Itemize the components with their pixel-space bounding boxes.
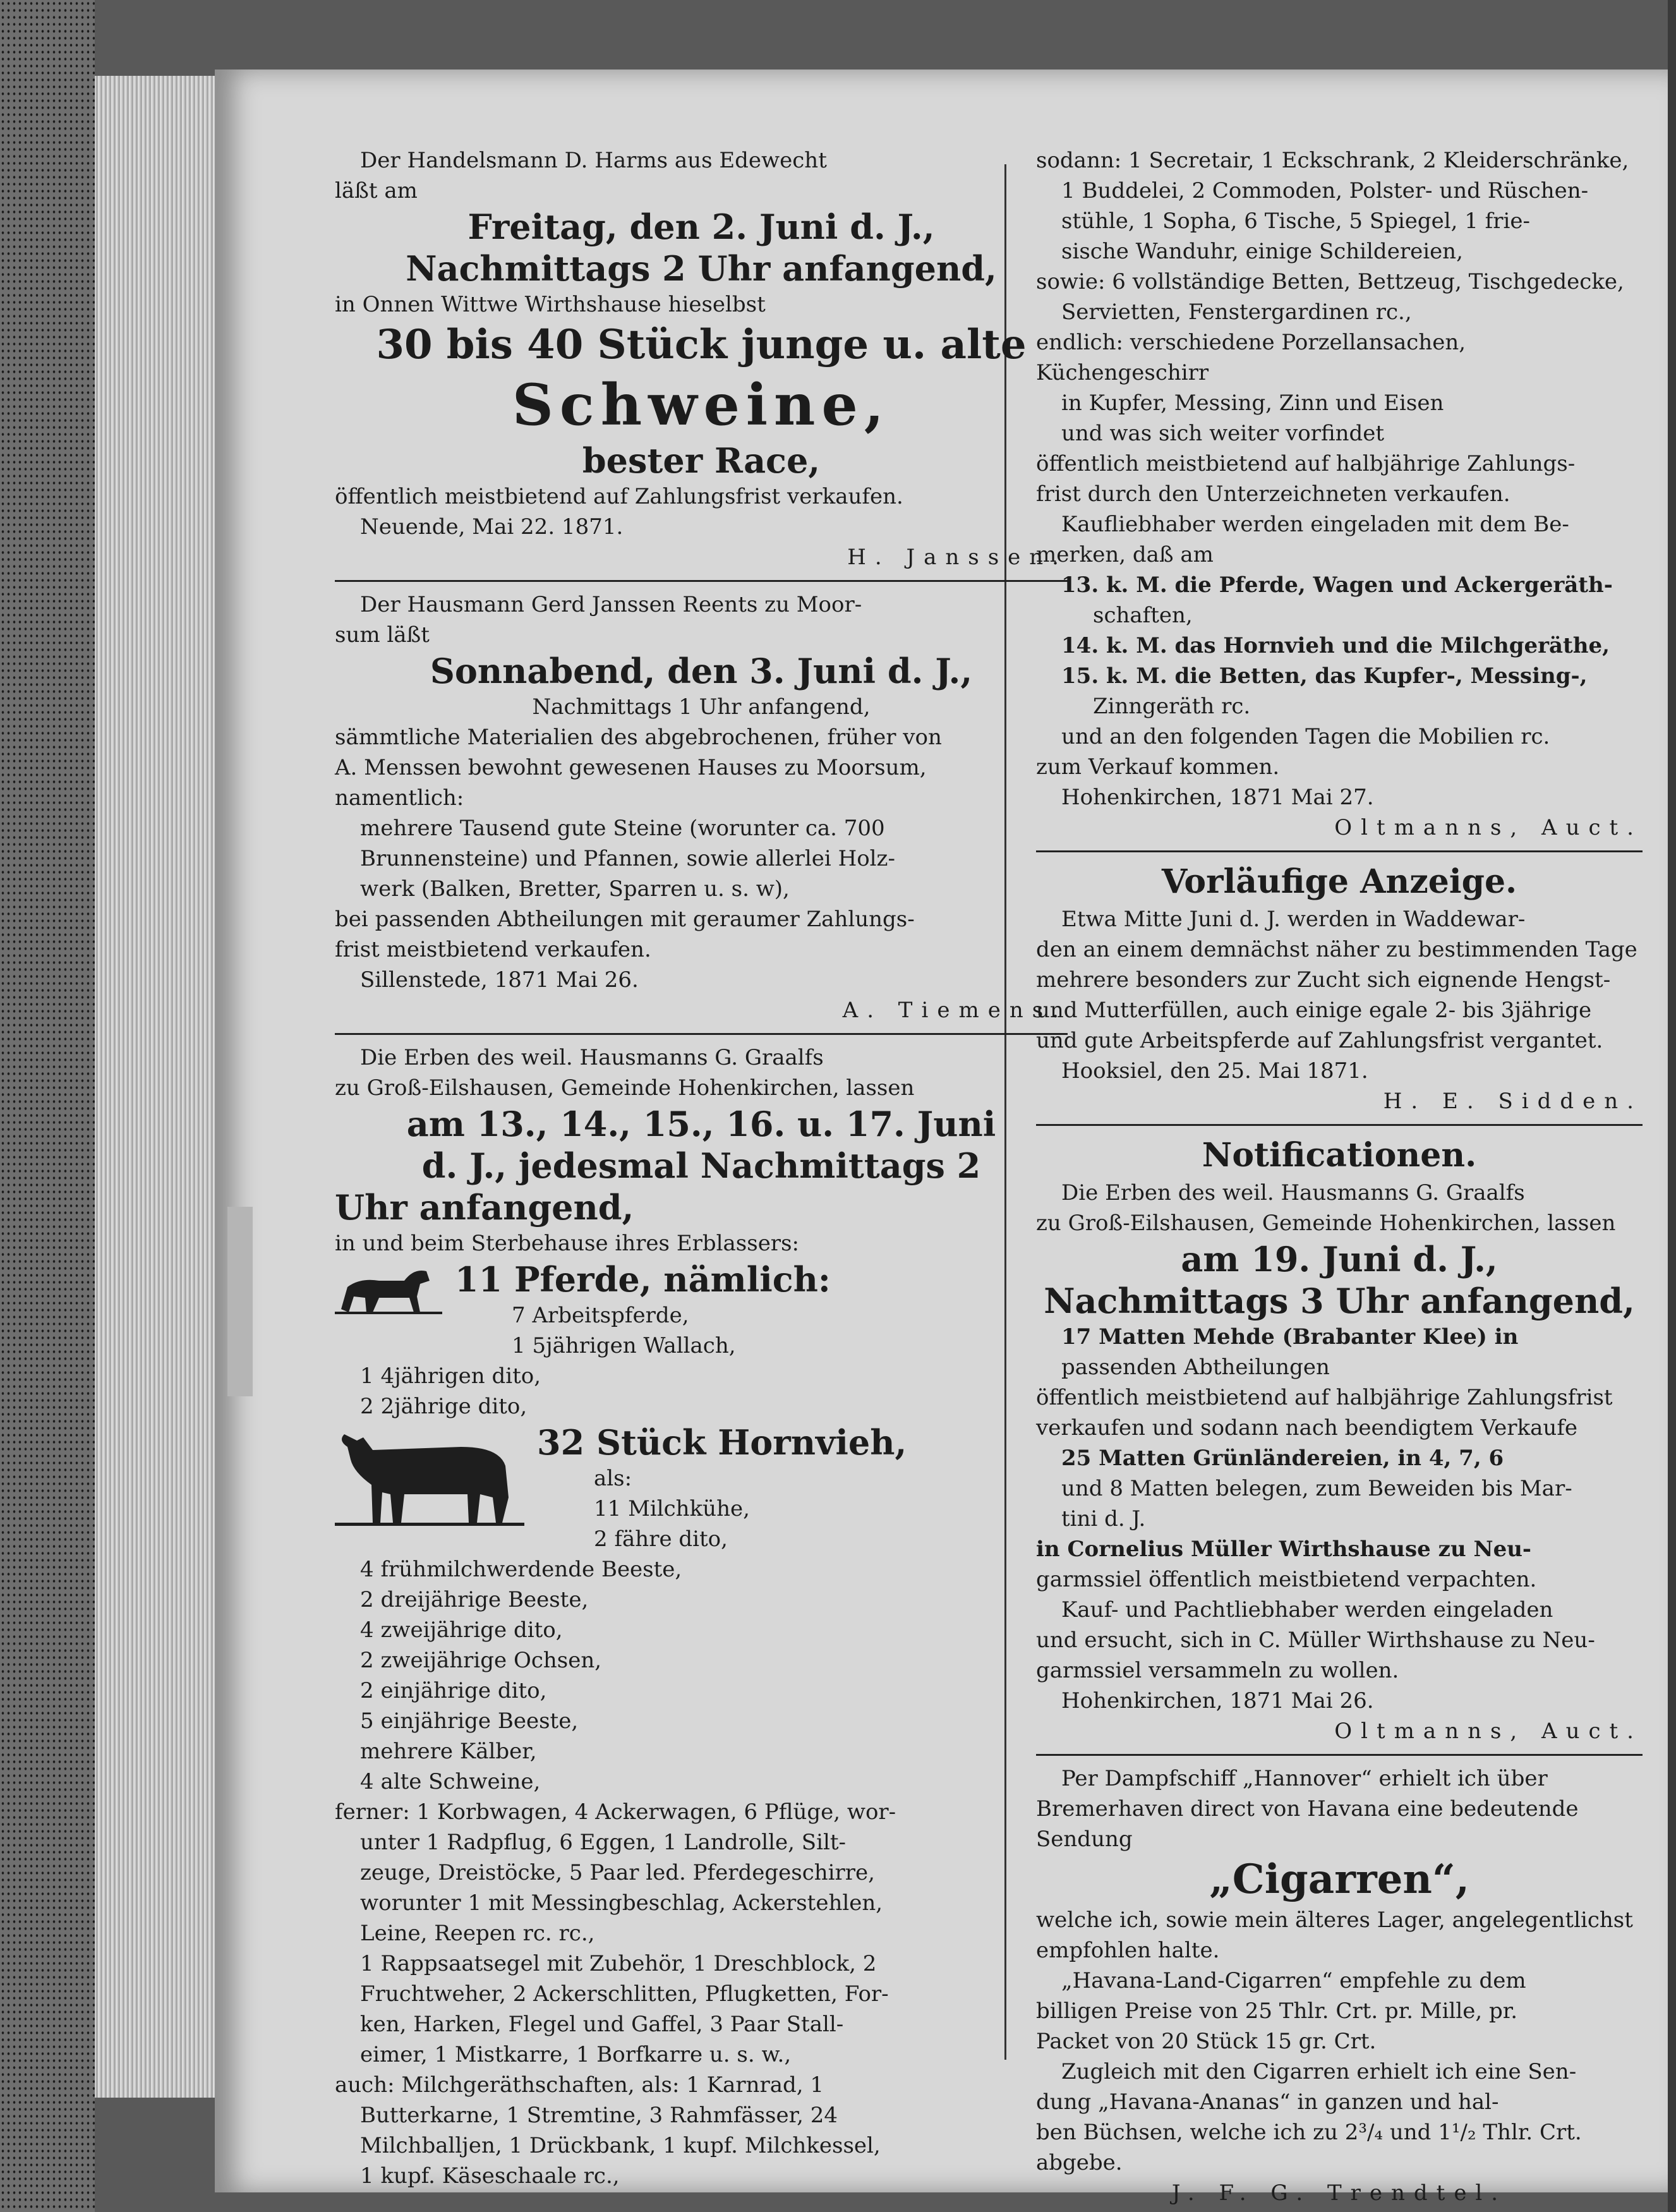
- ad-signature: J. F. G. Trendtel.: [1171, 2180, 1507, 2206]
- advert-notificationen: [1036, 1133, 1643, 1746]
- horse-heading: 11 Pferde, nämlich:: [455, 1259, 831, 1300]
- ad-text: 25 Matten Grünländereien, in 4, 7, 6: [1061, 1446, 1504, 1471]
- ad-text: den an einem demnächst näher zu bestimmenden Tage: [1036, 937, 1637, 962]
- ad-text: endlich: verschiedene Porzellansachen, Küchengeschirr: [1036, 330, 1466, 385]
- list-item: 2 fähre dito,: [594, 1526, 728, 1552]
- ad-text: verkaufen und sodann nach beendigtem Verkaufe: [1036, 1415, 1578, 1441]
- cow-icon: [335, 1422, 524, 1529]
- horse-icon: [335, 1259, 442, 1315]
- ad-text: Packet von 20 Stück 15 gr. Crt.: [1036, 2029, 1377, 2054]
- separator-rule: [335, 1033, 1068, 1035]
- ad-text: dung „Havana-Ananas“ in ganzen und hal-: [1036, 2089, 1499, 2115]
- ad-time: Uhr anfangend,: [335, 1187, 634, 1228]
- cattle-block: [335, 1422, 1068, 1554]
- ad-text: 15. k. M. die Betten, das Kupfer-, Messing-,: [1061, 663, 1588, 689]
- ad-dateline: Hooksiel, den 25. Mai 1871.: [1061, 1058, 1368, 1084]
- ad-text: Der Handelsmann D. Harms aus Edewecht: [360, 148, 827, 173]
- ad-text: Butterkarne, 1 Stremtine, 3 Rahmfässer, 24: [360, 2103, 838, 2128]
- ad-dateline: Hohenkirchen, 1871 Mai 26.: [1061, 1688, 1374, 1713]
- ad-text: Leine, Reepen rc. rc.,: [360, 1921, 595, 1946]
- ad-text: öffentlich meistbietend auf Zahlungsfrist verkaufen.: [335, 484, 903, 509]
- ad-text: in Kupfer, Messing, Zinn und Eisen: [1061, 390, 1444, 416]
- ad-text: A. Menssen bewohnt gewesenen Hauses zu Moorsum,: [335, 755, 927, 780]
- ad-text: und gute Arbeitspferde auf Zahlungsfrist vergantet.: [1036, 1028, 1603, 1053]
- ad-text: 17 Matten Mehde (Brabanter Klee) in: [1061, 1324, 1519, 1350]
- advert-vorlaeufige-anzeige: [1036, 860, 1643, 1116]
- ad-time: Nachmittags 2 Uhr anfangend,: [406, 248, 997, 289]
- ad-text: Nachmittags 1 Uhr anfangend,: [532, 694, 871, 720]
- list-item: 2 zweijährige Ochsen,: [360, 1648, 602, 1673]
- ad-text: öffentlich meistbietend auf halbjährige Zahlungsfrist: [1036, 1385, 1613, 1410]
- ad-signature: H. Janssen.: [847, 545, 1068, 570]
- ad-text: eimer, 1 Mistkarre, 1 Borfkarre u. s. w.,: [360, 2042, 792, 2067]
- ad-count: 30 bis 40 Stück junge u. alte: [376, 321, 1027, 368]
- ad-date: d. J., jedesmal Nachmittags 2: [421, 1145, 981, 1186]
- left-column: [335, 145, 1068, 2191]
- ad-text: worunter 1 mit Messingbeschlag, Ackerstehlen,: [360, 1890, 883, 1916]
- list-item: 1 5jährigen Wallach,: [512, 1333, 736, 1358]
- ad-text: in Cornelius Müller Wirthshause zu Neu-: [1036, 1537, 1532, 1562]
- ad-text: Die Erben des weil. Hausmanns G. Graalfs: [1061, 1180, 1525, 1206]
- ad-text: stühle, 1 Sopha, 6 Tische, 5 Spiegel, 1 frie-: [1061, 209, 1531, 234]
- ad-text: Fruchtweher, 2 Ackerschlitten, Pflugketten, For-: [360, 1981, 889, 2007]
- ad-text: zu Groß-Eilshausen, Gemeinde Hohenkirchen, lassen: [1036, 1211, 1616, 1236]
- ad-text: und ersucht, sich in C. Müller Wirthshause zu Neu-: [1036, 1628, 1595, 1653]
- ad-text: läßt am: [335, 178, 418, 203]
- separator-rule: [1036, 850, 1643, 852]
- advert-schweine: [335, 145, 1068, 572]
- ad-text: „Havana-Land-Cigarren“ empfehle zu dem: [1061, 1968, 1526, 1993]
- list-item: mehrere Kälber,: [360, 1739, 537, 1764]
- ad-text: 13. k. M. die Pferde, Wagen und Ackergeräth-: [1061, 572, 1613, 598]
- ad-dateline: Neuende, Mai 22. 1871.: [360, 514, 624, 540]
- ad-text: mehrere Tausend gute Steine (worunter ca. 700: [360, 816, 885, 841]
- ad-text: Milchballjen, 1 Drückbank, 1 kupf. Milchkessel,: [360, 2133, 881, 2158]
- ad-text: Kauf- und Pachtliebhaber werden eingeladen: [1061, 1597, 1553, 1623]
- ad-text: ferner: 1 Korbwagen, 4 Ackerwagen, 6 Pflüge, wor-: [335, 1799, 896, 1825]
- ad-text: in und beim Sterbehause ihres Erblassers:: [335, 1231, 799, 1256]
- ad-signature: H. E. Sidden.: [1383, 1089, 1643, 1114]
- ad-text: und Mutterfüllen, auch einige egale 2- bis 3jährige: [1036, 998, 1592, 1023]
- ad-text: garmssiel versammeln zu wollen.: [1036, 1658, 1399, 1683]
- ad-text: und 8 Matten belegen, zum Beweiden bis Mar-: [1061, 1476, 1572, 1501]
- ad-text: Sendung: [1036, 1827, 1133, 1852]
- ad-text: sum läßt: [335, 622, 430, 648]
- ad-text: bei passenden Abtheilungen mit geraumer Zahlungs-: [335, 907, 915, 932]
- ad-date: Sonnabend, den 3. Juni d. J.,: [430, 651, 973, 691]
- ad-text: frist meistbietend verkaufen.: [335, 937, 651, 962]
- ad-text: tini d. J.: [1061, 1506, 1146, 1532]
- ad-text: 1 kupf. Käseschaale rc.,: [360, 2163, 620, 2189]
- binding-tab: [227, 1207, 253, 1396]
- ad-text: namentlich:: [335, 785, 464, 811]
- ad-text: Kaufliebhaber werden eingeladen mit dem Be-: [1061, 512, 1569, 537]
- ad-date: am 19. Juni d. J.,: [1181, 1239, 1498, 1279]
- ad-title: Vorläufige Anzeige.: [1161, 862, 1517, 901]
- newspaper-page: [215, 70, 1668, 2206]
- list-item: 2 dreijährige Beeste,: [360, 1587, 589, 1612]
- ad-text: sische Wanduhr, einige Schildereien,: [1061, 239, 1463, 264]
- ad-text: in Onnen Wittwe Wirthshause hieselbst: [335, 292, 766, 317]
- ad-text: zu Groß-Eilshausen, Gemeinde Hohenkirchen, lassen: [335, 1075, 915, 1101]
- cattle-heading: 32 Stück Hornvieh,: [537, 1422, 907, 1463]
- advert-nachlass-continued: [1036, 145, 1643, 843]
- separator-rule: [1036, 1124, 1643, 1126]
- ad-text: ben Büchsen, welche ich zu 2³/₄ und 1¹/₂ Thlr. Crt.: [1036, 2120, 1582, 2145]
- list-item: 4 frühmilchwerdende Beeste,: [360, 1557, 682, 1582]
- ad-text: mehrere besonders zur Zucht sich eignende Hengst-: [1036, 967, 1611, 993]
- ad-signature: Oltmanns, Auct.: [1334, 1719, 1643, 1744]
- ad-text: passenden Abtheilungen: [1061, 1355, 1330, 1380]
- ad-text: schaften,: [1093, 603, 1193, 628]
- ad-dateline: Hohenkirchen, 1871 Mai 27.: [1061, 785, 1374, 810]
- ad-text: Zugleich mit den Cigarren erhielt ich eine Sen-: [1061, 2059, 1577, 2084]
- advert-materialien: [335, 589, 1068, 1025]
- ad-text: sodann: 1 Secretair, 1 Eckschrank, 2 Kleiderschränke,: [1036, 148, 1629, 173]
- separator-rule: [1036, 1754, 1643, 1756]
- ad-text: unter 1 Radpflug, 6 Eggen, 1 Landrolle, Silt-: [360, 1830, 846, 1855]
- ad-text: garmssiel öffentlich meistbietend verpachten.: [1036, 1567, 1537, 1592]
- ad-text: Etwa Mitte Juni d. J. werden in Waddewar-: [1061, 907, 1526, 932]
- ad-text: welche ich, sowie mein älteres Lager, angelegentlichst: [1036, 1907, 1633, 1933]
- ad-text: merken, daß am: [1036, 542, 1214, 567]
- list-item: 2 einjährige dito,: [360, 1678, 547, 1703]
- ad-text: 14. k. M. das Hornvieh und die Milchgeräthe,: [1061, 633, 1610, 658]
- ad-item: Schweine,: [512, 372, 891, 438]
- ad-text: billigen Preise von 25 Thlr. Crt. pr. Mille, pr.: [1036, 1998, 1518, 2024]
- horse-block: [335, 1259, 1068, 1361]
- ad-title: Notificationen.: [1202, 1136, 1477, 1175]
- ad-quality: bester Race,: [582, 440, 821, 481]
- ad-text: abgebe.: [1036, 2150, 1123, 2175]
- ad-text: und was sich weiter vorfindet: [1061, 421, 1385, 446]
- separator-rule: [335, 580, 1068, 582]
- ad-text: zum Verkauf kommen.: [1036, 754, 1280, 780]
- ad-text: 1 Rappsaatsegel mit Zubehör, 1 Dreschblock, 2: [360, 1951, 877, 1976]
- ad-text: Servietten, Fenstergardinen rc.,: [1061, 299, 1412, 325]
- list-item: 1 4jährigen dito,: [360, 1363, 541, 1389]
- ad-text: Zinngeräth rc.: [1093, 694, 1251, 719]
- ad-text: öffentlich meistbietend auf halbjährige Zahlungs-: [1036, 451, 1576, 476]
- ad-time: Nachmittags 3 Uhr anfangend,: [1044, 1281, 1635, 1321]
- ad-text: empfohlen halte.: [1036, 1938, 1220, 1963]
- ad-text: sämmtliche Materialien des abgebrochenen, früher von: [335, 725, 942, 750]
- advert-nachlass: [335, 1043, 1068, 2191]
- list-item: 4 alte Schweine,: [360, 1769, 541, 1794]
- list-item: 5 einjährige Beeste,: [360, 1708, 579, 1734]
- page-edges: [95, 76, 227, 2098]
- ad-date: am 13., 14., 15., 16. u. 17. Juni: [406, 1104, 996, 1144]
- right-column: [1036, 145, 1643, 2208]
- ad-signature: A. Tiemens.: [842, 998, 1068, 1023]
- ad-text: 1 Buddelei, 2 Commoden, Polster- und Rüschen-: [1061, 178, 1589, 203]
- ad-text: auch: Milchgeräthschaften, als: 1 Karnrad, 1: [335, 2072, 824, 2098]
- ad-text: ken, Harken, Flegel und Gaffel, 3 Paar Stall-: [360, 2012, 844, 2037]
- ad-text: und an den folgenden Tagen die Mobilien rc.: [1061, 724, 1550, 749]
- ad-title: „Cigarren“,: [1209, 1856, 1470, 1903]
- ad-date: Freitag, den 2. Juni d. J.,: [467, 207, 935, 247]
- list-item: als:: [594, 1466, 632, 1491]
- list-item: 2 2jährige dito,: [360, 1394, 528, 1419]
- ad-text: werk (Balken, Bretter, Sparren u. s. w),: [360, 876, 790, 902]
- ad-dateline: Sillenstede, 1871 Mai 26.: [360, 967, 639, 993]
- ad-text: sowie: 6 vollständige Betten, Bettzeug, Tischgedecke,: [1036, 269, 1624, 294]
- ad-text: Bremerhaven direct von Havana eine bedeutende: [1036, 1796, 1579, 1822]
- ad-text: Brunnensteine) und Pfannen, sowie allerlei Holz-: [360, 846, 895, 871]
- list-item: 11 Milchkühe,: [594, 1496, 750, 1521]
- list-item: 7 Arbeitspferde,: [512, 1303, 689, 1328]
- ad-text: Die Erben des weil. Hausmanns G. Graalfs: [360, 1045, 824, 1070]
- list-item: 4 zweijährige dito,: [360, 1617, 563, 1643]
- ad-text: Per Dampfschiff „Hannover“ erhielt ich über: [1061, 1766, 1548, 1791]
- ad-signature: Oltmanns, Auct.: [1334, 815, 1643, 840]
- ad-text: Der Hausmann Gerd Janssen Reents zu Moor-: [360, 592, 862, 617]
- ad-text: zeuge, Dreistöcke, 5 Paar led. Pferdegeschirre,: [360, 1860, 875, 1885]
- ad-text: frist durch den Unterzeichneten verkaufen.: [1036, 481, 1510, 507]
- advert-cigarren: [1036, 1763, 1643, 2208]
